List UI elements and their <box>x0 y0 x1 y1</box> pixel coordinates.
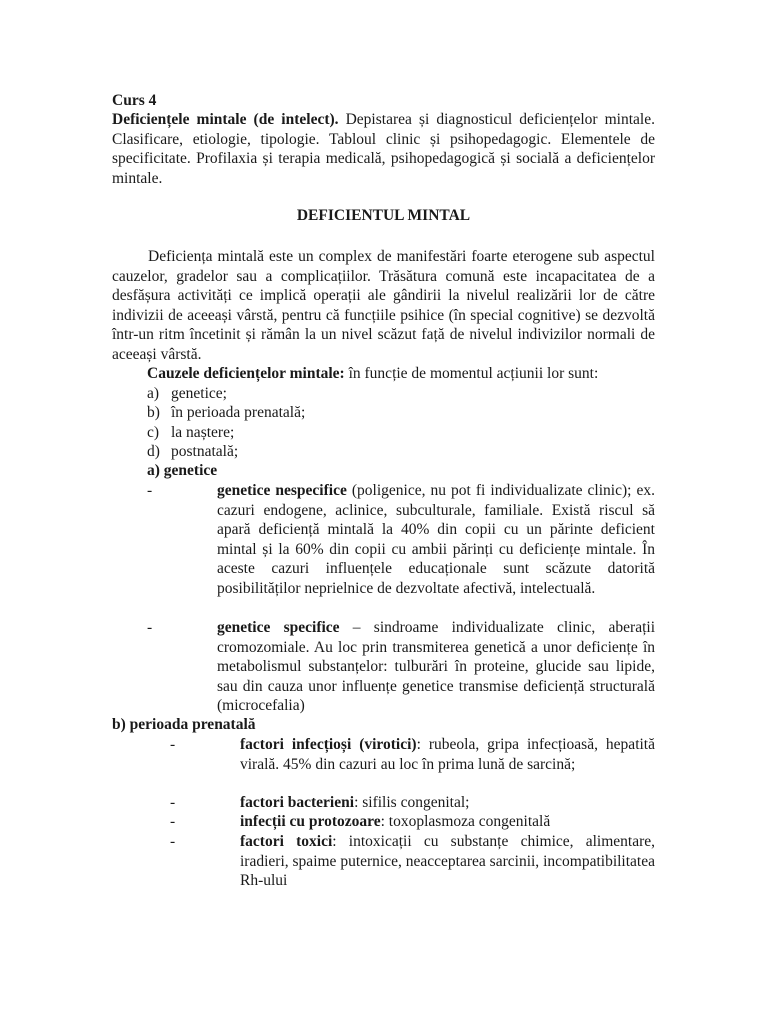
genetice-nespecifice-item: genetice nespecifice (poligenice, nu pot fi individualizate clinic); ex. cazuri endogene, aclinice, subculturale, familiale. Există riscul să apară deficiență mintală la 40% din copii cu un părinte deficient mintal și la 60% din copii cu ambii părinți cu deficiențe mintale. În aceste cazuri influențele educaționale sunt scăzute datorită posibilităților neprielnice de dezvoltate afectivă, intelectuală. <box>217 482 655 597</box>
factori-toxici-item: factori toxici: intoxicații cu substanțe chimice, alimentare, iradieri, spaime puternice, neacceptarea sarcinii, incompatibilitatea Rh-ului <box>240 833 656 890</box>
course-topic-bold: Deficiențele mintale (de intelect). <box>112 111 339 128</box>
dash-bullet: - <box>147 482 153 499</box>
causes-label: Cauzele deficiențelor mintale: <box>147 365 345 382</box>
course-label <box>112 91 655 111</box>
dash-bullet: - <box>170 794 176 811</box>
section-title: DEFICIENTUL MINTAL <box>296 207 471 224</box>
dash-bullet: - <box>170 736 176 753</box>
causes-line <box>147 364 655 384</box>
list-item: d) postnatală; <box>147 443 239 460</box>
list-item: b) în perioada prenatală; <box>147 404 306 421</box>
dash-bullet: - <box>170 813 176 830</box>
dash-bullet: - <box>147 619 153 636</box>
dash-bullet: - <box>170 833 176 850</box>
prenatala-heading: b) perioada prenatală <box>112 716 256 733</box>
factori-bacterieni-item: factori bacterieni: sifilis congenital; <box>240 794 470 811</box>
factori-infectiosi-item: factori infecțioși (virotici): rubeola, gripa infecțioasă, hepatită virală. 45% din cazuri au loc în prima lună de sarcină; <box>240 736 655 773</box>
list-item: a) genetice; <box>147 385 227 402</box>
genetice-heading: a) genetice <box>147 462 218 479</box>
intro-paragraph: Deficiența mintală este un complex de manifestări foarte eterogene sub aspectul cauzelor, gradelor sau a complicațiilor. Trăsătura comună este incapacitatea de a desfășura activități ce implică operații ale gândirii la nivelul realizării lor de către indivizii de aceeași vârstă, pentru că funcțiile psihice (în special cognitive) se dezvoltă într-un ritm încetinit și rămân la un nivel scăzut față de nivelul indivizilor normali de aceeași vârstă. <box>112 248 655 363</box>
course-topic <box>112 110 655 188</box>
course-topic-rest: Depistarea și diagnosticul deficiențelor mintale. Clasificare, etiologie, tipologie. Tabloul clinic și psihopedagogic. Elementele de specificitate. Profilaxia și terapia medicală, psihopedagogică și socială a deficiențelor mintale. <box>112 111 655 187</box>
course-number: Curs 4 <box>112 92 157 109</box>
genetice-specifice-item: genetice specifice – sindroame individualizate clinic, aberații cromozomiale. Au loc prin transmiterea genetică a unor deficiențe în metabolismul substanțelor: tulburări în proteine, glucide sau lipide, sau din cauza unor influențe genetice transmise deficiență structurală (microcefalia) <box>217 619 655 715</box>
infectii-protozoare-item: infecții cu protozoare: toxoplasmoza congenitală <box>240 813 551 830</box>
causes-text: în funcție de momentul acțiunii lor sunt: <box>344 365 599 382</box>
list-item: c) la naștere; <box>147 424 235 441</box>
